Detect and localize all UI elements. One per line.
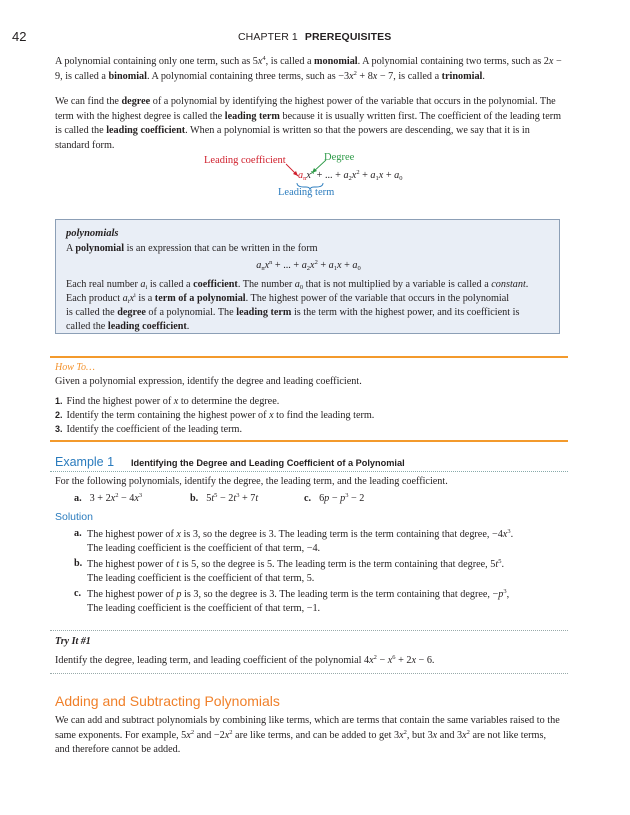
howto-top-rule [50,356,568,358]
definition-line-4: is called the degree of a polynomial. The leading term is the term with the highest power, and its coefficient is [66,307,520,318]
solution-b-letter: b. [74,558,83,569]
polynomial-expression: $a_nx^n$ + ... + $a_2x^2 + a_1x + a_0$ [298,169,403,182]
leading-term-diagram [200,152,460,204]
chapter-title: PREREQUISITES [304,31,392,43]
chapter-header [238,31,391,43]
section-paragraph: We can add and subtract polynomials by combining like terms, which are terms that contain the same variables raised to the same exponents. For example, $5x^2$ and $-2x^2$ are like terms, and can be added to get $3x^2$, but 3x and $3x^2$ are not like terms, and therefore cannot be added. [55,715,560,756]
definition-line-5: called the leading coefficient. [66,321,190,332]
leading-term-label: Leading term [278,187,335,198]
definition-title: polynomials [66,228,119,239]
example-part-b: b. $5t^5 - 2t^3 + 7t$ [190,492,259,504]
example-title: Identifying the Degree and Leading Coefficient of a Polynomial [131,458,405,468]
howto-step-1: 1. Find the highest power of x to determine the degree. [55,396,280,407]
section-title: Adding and Subtracting Polynomials [55,693,280,709]
definition-line-3: Each product $a_ix^i$ is a term of a polynomial. The highest power of the variable that occurs in the polynomial [66,292,510,305]
solution-a-text: The highest power of x is 3, so the degree is 3. The leading term is the term containing that degree, $-4x^3$. The leading coefficient is the coefficient of that term, −4. [87,528,514,554]
howto-bottom-rule [50,440,568,442]
try-it-text: Identify the degree, leading term, and leading coefficient of the polynomial $4x^2 - x^6 + 2x - 6$. [55,654,435,666]
try-it-bottom-divider [50,673,568,674]
solution-c-letter: c. [74,588,82,599]
solution-label: Solution [55,511,93,523]
chapter-label: CHAPTER 1 [238,31,298,43]
example-part-a: a. $3 + 2x^2 - 4x^3$ [74,492,143,504]
howto-intro: Given a polynomial expression, identify the degree and leading coefficient. [55,376,362,387]
try-it-top-divider [50,630,568,631]
howto-step-2: 2. Identify the term containing the highest power of x to find the leading term. [55,410,375,421]
degree-label: Degree [324,152,355,163]
definition-box [55,219,560,334]
trinomial-term: trinomial [441,70,483,82]
leading-coefficient-label: Leading coefficient [204,155,286,166]
howto-step-3: 3. Identify the coefficient of the leading term. [55,424,242,435]
example-divider [50,471,568,472]
definition-formula: $a_nx^n$ + ... + $a_2x^2 + a_1x + a_0$ [256,259,361,272]
page-number: 42 [12,29,27,44]
solution-c-text: The highest power of p is 3, so the degree is 3. The leading term is the term containing that degree, $-p^3$, The leading coefficient is the coefficient of that term, −1. [87,588,510,614]
solution-a-letter: a. [74,528,82,539]
example-intro: For the following polynomials, identify the degree, the leading term, and the leading coefficient. [55,476,448,487]
monomial-term: monomial [314,56,358,67]
definition-line-2: Each real number $a_i$ is called a coefficient. The number $a_0$ that is not multiplied by a variable is called a constant. [66,279,529,291]
solution-b-text: The highest power of t is 5, so the degree is 5. The leading term is the term containing that degree, $5t^5$. The leading coefficient is the coefficient of that term, 5. [87,558,504,584]
binomial-term: binomial [108,70,147,82]
example-label: Example 1 [55,455,115,469]
howto-title: How To… [55,362,95,373]
intro-paragraph-1: A polynomial containing only one term, such as $5x^4$, is called a monomial. A polynomial containing two terms, such as 2x − 9, is called a binomial. A polynomial containing three terms, such as $-3x^2 + 8x - 7$, is called a trinomial. [55,55,562,82]
intro-paragraph-2: We can find the degree of a polynomial by identifying the highest power of the variable that occurs in the polynomial. The term with the highest degree is called the leading term because it is usually written first. The coefficient of the leading term is called the leading coefficient. When a polynomial is written so that the powers are descending, we say that it is in standard form. [55,96,562,151]
example-part-c: c. $6p - p^3 - 2$ [304,492,365,504]
try-it-title: Try It #1 [55,636,91,647]
definition-line-1: A polynomial is an expression that can be written in the form [66,243,318,254]
